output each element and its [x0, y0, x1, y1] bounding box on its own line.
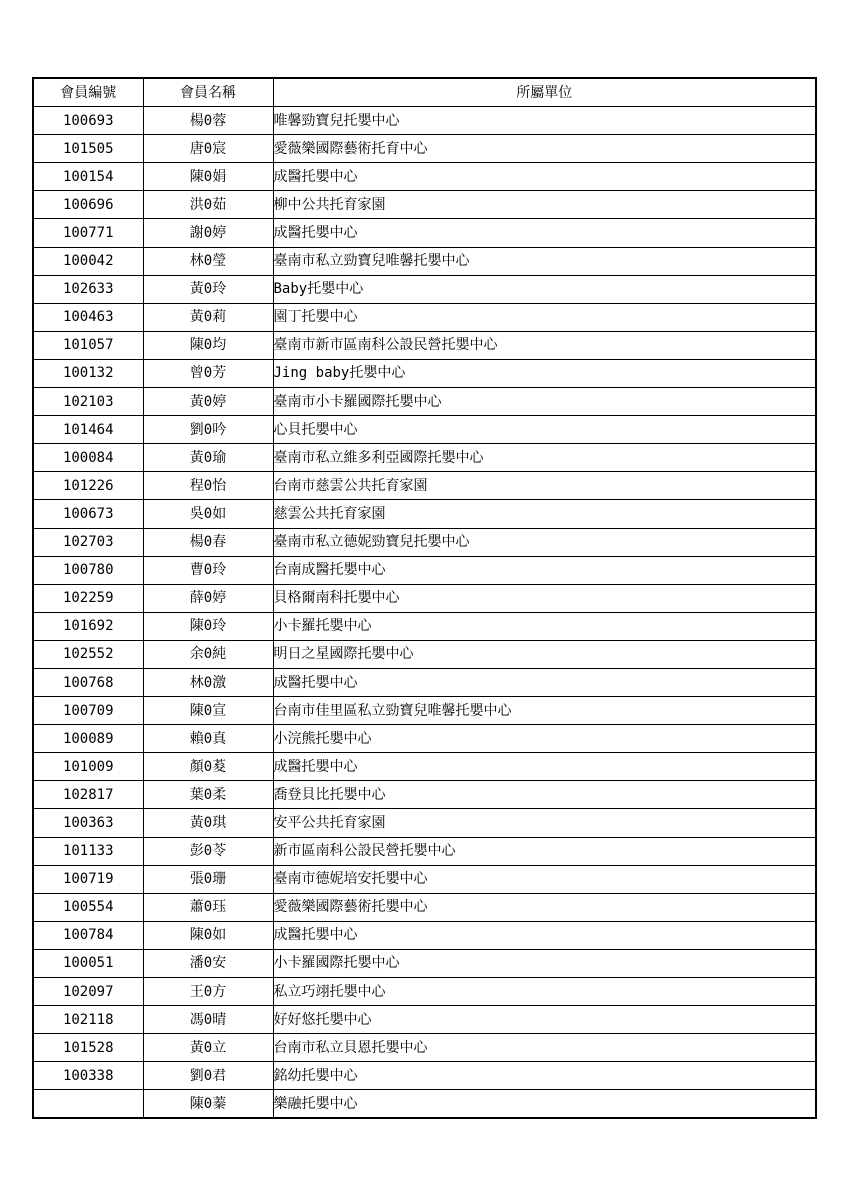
member-roster-table [32, 77, 817, 1119]
table-row [33, 191, 816, 219]
table-row [33, 163, 816, 191]
table-header [33, 78, 816, 107]
table-row [33, 584, 816, 612]
unit-cell: 樂融托嬰中心 [273, 1090, 816, 1119]
unit-cell: 台南市私立貝恩托嬰中心 [273, 1034, 816, 1062]
unit-cell: 小浣熊托嬰中心 [273, 725, 816, 753]
member-name-cell: 黃0瑜 [143, 444, 273, 472]
unit-cell: 唯馨勁寶兒托嬰中心 [273, 107, 816, 135]
member-name-cell: 楊0蓉 [143, 107, 273, 135]
member-id-cell: 100463 [33, 303, 143, 331]
unit-cell: 私立巧翊托嬰中心 [273, 978, 816, 1006]
header-unit: 所屬單位 [273, 78, 816, 107]
table-row [33, 219, 816, 247]
member-id-cell: 102097 [33, 978, 143, 1006]
member-id-cell: 100554 [33, 893, 143, 921]
member-id-cell: 100784 [33, 921, 143, 949]
table-row [33, 331, 816, 359]
member-id-cell: 100089 [33, 725, 143, 753]
table-row [33, 303, 816, 331]
member-roster-sheet [32, 77, 815, 1119]
unit-cell: 園丁托嬰中心 [273, 303, 816, 331]
member-id-cell: 100042 [33, 247, 143, 275]
member-name-cell: 馮0晴 [143, 1006, 273, 1034]
member-name-cell: 賴0真 [143, 725, 273, 753]
member-name-cell: 陳0宣 [143, 697, 273, 725]
unit-cell: 愛薇樂國際藝術托育中心 [273, 135, 816, 163]
member-name-cell: 劉0君 [143, 1062, 273, 1090]
table-body [33, 107, 816, 1119]
member-id-cell: 100132 [33, 359, 143, 387]
unit-cell: 明日之星國際托嬰中心 [273, 640, 816, 668]
unit-cell: 台南市佳里區私立勁寶兒唯馨托嬰中心 [273, 697, 816, 725]
unit-cell: 臺南市德妮培安托嬰中心 [273, 865, 816, 893]
member-id-cell: 101505 [33, 135, 143, 163]
member-name-cell: 潘0安 [143, 949, 273, 977]
member-id-cell: 100051 [33, 949, 143, 977]
member-name-cell: 陳0均 [143, 331, 273, 359]
table-row [33, 388, 816, 416]
unit-cell: 臺南市私立勁寶兒唯馨托嬰中心 [273, 247, 816, 275]
unit-cell: Baby托嬰中心 [273, 275, 816, 303]
member-id-cell: 101528 [33, 1034, 143, 1062]
member-id-cell: 101226 [33, 472, 143, 500]
member-name-cell: 黃0婷 [143, 388, 273, 416]
member-name-cell: 余0純 [143, 640, 273, 668]
member-name-cell: 陳0玲 [143, 612, 273, 640]
unit-cell: 小卡羅國際托嬰中心 [273, 949, 816, 977]
table-row [33, 781, 816, 809]
table-row [33, 1034, 816, 1062]
member-id-cell: 100673 [33, 500, 143, 528]
header-member-name: 會員名稱 [143, 78, 273, 107]
member-id-cell: 101009 [33, 753, 143, 781]
member-name-cell: 陳0蓁 [143, 1090, 273, 1119]
member-id-cell: 100719 [33, 865, 143, 893]
member-id-cell: 100768 [33, 668, 143, 696]
table-row [33, 668, 816, 696]
table-row [33, 612, 816, 640]
member-name-cell: 王0方 [143, 978, 273, 1006]
member-name-cell: 黃0立 [143, 1034, 273, 1062]
unit-cell: 心貝托嬰中心 [273, 416, 816, 444]
unit-cell: 貝格爾南科托嬰中心 [273, 584, 816, 612]
member-name-cell: 薛0婷 [143, 584, 273, 612]
unit-cell: 臺南市私立維多利亞國際托嬰中心 [273, 444, 816, 472]
member-id-cell: 100696 [33, 191, 143, 219]
member-name-cell: 彭0苓 [143, 837, 273, 865]
member-id-cell: 102259 [33, 584, 143, 612]
table-row [33, 697, 816, 725]
member-name-cell: 林0瑩 [143, 247, 273, 275]
table-row [33, 359, 816, 387]
member-name-cell: 陳0如 [143, 921, 273, 949]
unit-cell: 慈雲公共托育家園 [273, 500, 816, 528]
member-name-cell: 黃0玲 [143, 275, 273, 303]
member-name-cell: 黃0莉 [143, 303, 273, 331]
unit-cell: 成醫托嬰中心 [273, 668, 816, 696]
table-row [33, 809, 816, 837]
unit-cell: 台南成醫托嬰中心 [273, 556, 816, 584]
member-name-cell: 張0珊 [143, 865, 273, 893]
table-row [33, 500, 816, 528]
member-name-cell: 黃0琪 [143, 809, 273, 837]
header-row [33, 78, 816, 107]
unit-cell: 臺南市小卡羅國際托嬰中心 [273, 388, 816, 416]
member-id-cell: 101464 [33, 416, 143, 444]
unit-cell: 喬登貝比托嬰中心 [273, 781, 816, 809]
member-name-cell: 葉0柔 [143, 781, 273, 809]
member-id-cell: 101692 [33, 612, 143, 640]
table-row [33, 978, 816, 1006]
member-id-cell: 101057 [33, 331, 143, 359]
table-row [33, 135, 816, 163]
unit-cell: 成醫托嬰中心 [273, 921, 816, 949]
table-row [33, 865, 816, 893]
member-name-cell: 曹0玲 [143, 556, 273, 584]
member-id-cell: 102552 [33, 640, 143, 668]
member-id-cell: 100338 [33, 1062, 143, 1090]
table-row [33, 472, 816, 500]
table-row [33, 837, 816, 865]
table-row [33, 640, 816, 668]
table-row [33, 107, 816, 135]
table-row [33, 416, 816, 444]
table-row [33, 1006, 816, 1034]
member-id-cell: 102103 [33, 388, 143, 416]
member-name-cell: 謝0婷 [143, 219, 273, 247]
table-row [33, 725, 816, 753]
unit-cell: 新市區南科公設民營托嬰中心 [273, 837, 816, 865]
member-name-cell: 曾0芳 [143, 359, 273, 387]
unit-cell: 小卡羅托嬰中心 [273, 612, 816, 640]
table-row [33, 1090, 816, 1119]
unit-cell: 銘幼托嬰中心 [273, 1062, 816, 1090]
member-id-cell: 102633 [33, 275, 143, 303]
member-id-cell: 100084 [33, 444, 143, 472]
unit-cell: Jing baby托嬰中心 [273, 359, 816, 387]
member-name-cell: 陳0娟 [143, 163, 273, 191]
table-row [33, 1062, 816, 1090]
member-name-cell: 蕭0珏 [143, 893, 273, 921]
header-member-id: 會員編號 [33, 78, 143, 107]
unit-cell: 成醫托嬰中心 [273, 753, 816, 781]
unit-cell: 台南市慈雲公共托育家園 [273, 472, 816, 500]
member-id-cell: 100771 [33, 219, 143, 247]
table-row [33, 753, 816, 781]
unit-cell: 成醫托嬰中心 [273, 163, 816, 191]
member-id-cell: 100780 [33, 556, 143, 584]
member-id-cell: 100363 [33, 809, 143, 837]
member-name-cell: 吳0如 [143, 500, 273, 528]
member-name-cell: 洪0茹 [143, 191, 273, 219]
member-id-cell: 101133 [33, 837, 143, 865]
member-name-cell: 唐0宸 [143, 135, 273, 163]
table-row [33, 275, 816, 303]
table-row [33, 528, 816, 556]
unit-cell: 臺南市新市區南科公設民營托嬰中心 [273, 331, 816, 359]
member-name-cell: 程0怡 [143, 472, 273, 500]
member-id-cell: 100709 [33, 697, 143, 725]
member-name-cell: 顏0荾 [143, 753, 273, 781]
unit-cell: 愛薇樂國際藝術托嬰中心 [273, 893, 816, 921]
member-id-cell [33, 1090, 143, 1119]
unit-cell: 臺南市私立德妮勁寶兒托嬰中心 [273, 528, 816, 556]
member-id-cell: 100154 [33, 163, 143, 191]
member-name-cell: 林0激 [143, 668, 273, 696]
member-name-cell: 楊0春 [143, 528, 273, 556]
table-row [33, 556, 816, 584]
unit-cell: 成醫托嬰中心 [273, 219, 816, 247]
unit-cell: 柳中公共托育家園 [273, 191, 816, 219]
table-row [33, 949, 816, 977]
member-id-cell: 102703 [33, 528, 143, 556]
table-row [33, 893, 816, 921]
unit-cell: 安平公共托育家園 [273, 809, 816, 837]
table-row [33, 444, 816, 472]
unit-cell: 好好悠托嬰中心 [273, 1006, 816, 1034]
table-row [33, 247, 816, 275]
table-row [33, 921, 816, 949]
member-id-cell: 100693 [33, 107, 143, 135]
member-id-cell: 102118 [33, 1006, 143, 1034]
member-id-cell: 102817 [33, 781, 143, 809]
member-name-cell: 劉0吟 [143, 416, 273, 444]
